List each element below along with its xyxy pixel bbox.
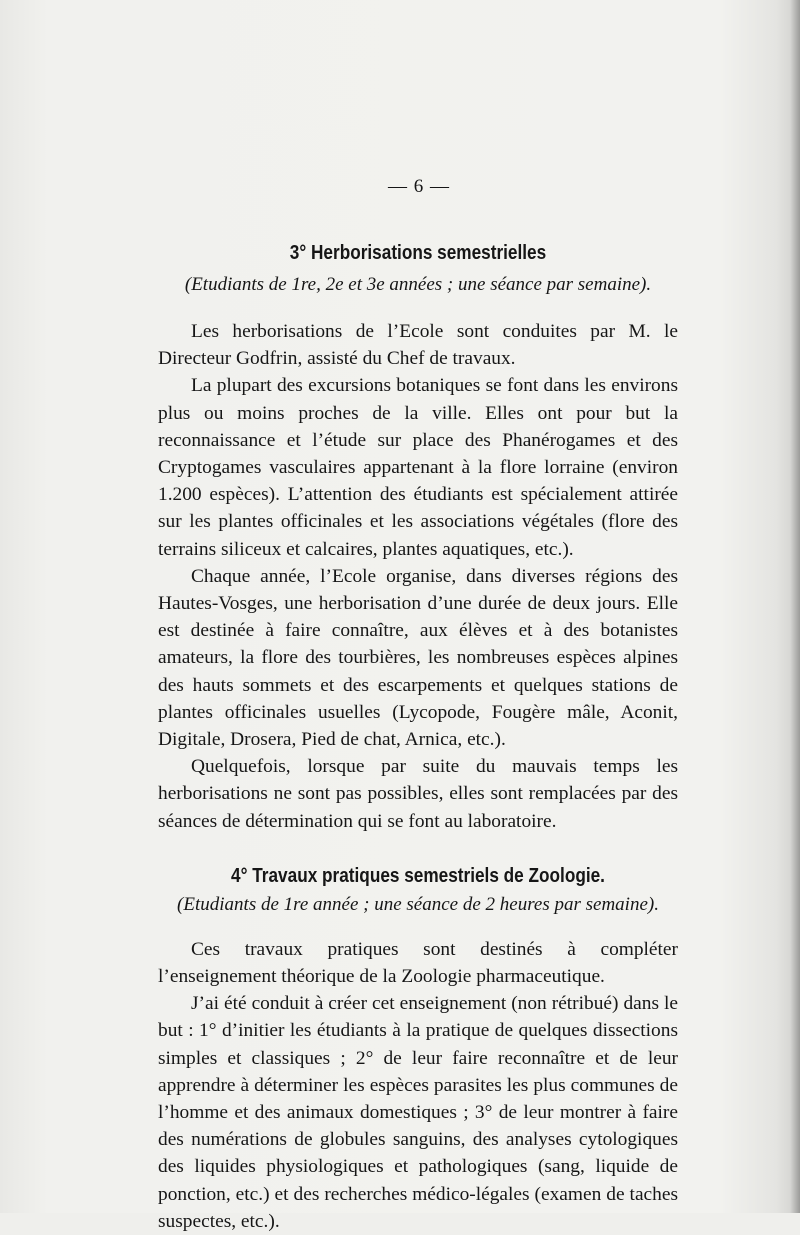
section-subtitle: (Etudiants de 1re, 2e et 3e années ; une séance par semaine).	[184, 274, 652, 295]
paragraph: J’ai été conduit à créer cet enseignement (non rétribué) dans le but : 1° d’initier les étudiants à la pratique de quelques dissections simples et classiques ; 2° de leur faire reconnaître et de leur apprendre à déterminer les espèces parasites les plus communes de l’homme et des animaux domestiques ; 3° de leur montrer à faire des numérations de globules sanguins, des analyses cytologiques des liquides physiologiques et pathologiques (sang, liquide de ponction, etc.) et des recherches médico-légales (examen de taches suspectes, etc.).	[158, 993, 678, 1232]
section-subtitle: (Etudiants de 1re année ; une séance de 2 heures par semaine).	[177, 893, 659, 915]
page-number: — 6 —	[388, 176, 450, 197]
section-herborisations	[158, 239, 678, 835]
paragraph: Chaque année, l’Ecole organise, dans diverses régions des Hautes-Vosges, une herborisation d’une durée de deux jours. Elle est destinée à faire connaître, aux élèves et à des botanistes amateurs, la flore des tourbières, les nombreuses espèces alpines des hauts sommets et des escarpements et quelques stations de plantes officinales usuelles (Lycopode, Fougère mâle, Aconit, Digitale, Drosera, Pied de chat, Arnica, etc.).	[158, 565, 678, 751]
page-edge-shadow	[790, 0, 800, 1213]
paragraph: Les herborisations de l’Ecole sont conduites par M. le Directeur Godfrin, assisté du Chef de travaux.	[158, 321, 678, 370]
section-heading: 4° Travaux pratiques semestriels de Zoologie.	[231, 864, 605, 887]
paragraph: Ces travaux pratiques sont destinés à compléter l’enseignement théorique de la Zoologie pharmaceutique.	[158, 938, 678, 988]
section-body	[158, 318, 678, 835]
paragraph: Quelquefois, lorsque par suite du mauvais temps les herborisations ne sont pas possibles, elles sont remplacées par des séances de détermination qui se font au laboratoire.	[158, 756, 678, 832]
paragraph: La plupart des excursions botaniques se font dans les environs plus ou moins proches de la ville. Elles ont pour but la reconnaissance et l’étude sur place des Phanérogames et des Cryptogames vasculaires appartenant à la flore lorraine (environ 1.200 espèces). L’attention des étudiants est spécialement attirée sur les plantes officinales et les associations végétales (flore des terrains siliceux et calcaires, plantes aquatiques, etc.).	[158, 375, 678, 560]
page-content	[158, 176, 678, 1235]
section-body	[158, 936, 678, 1235]
section-zoologie	[158, 862, 678, 1235]
section-heading: 3° Herborisations semestrielles	[289, 242, 547, 264]
